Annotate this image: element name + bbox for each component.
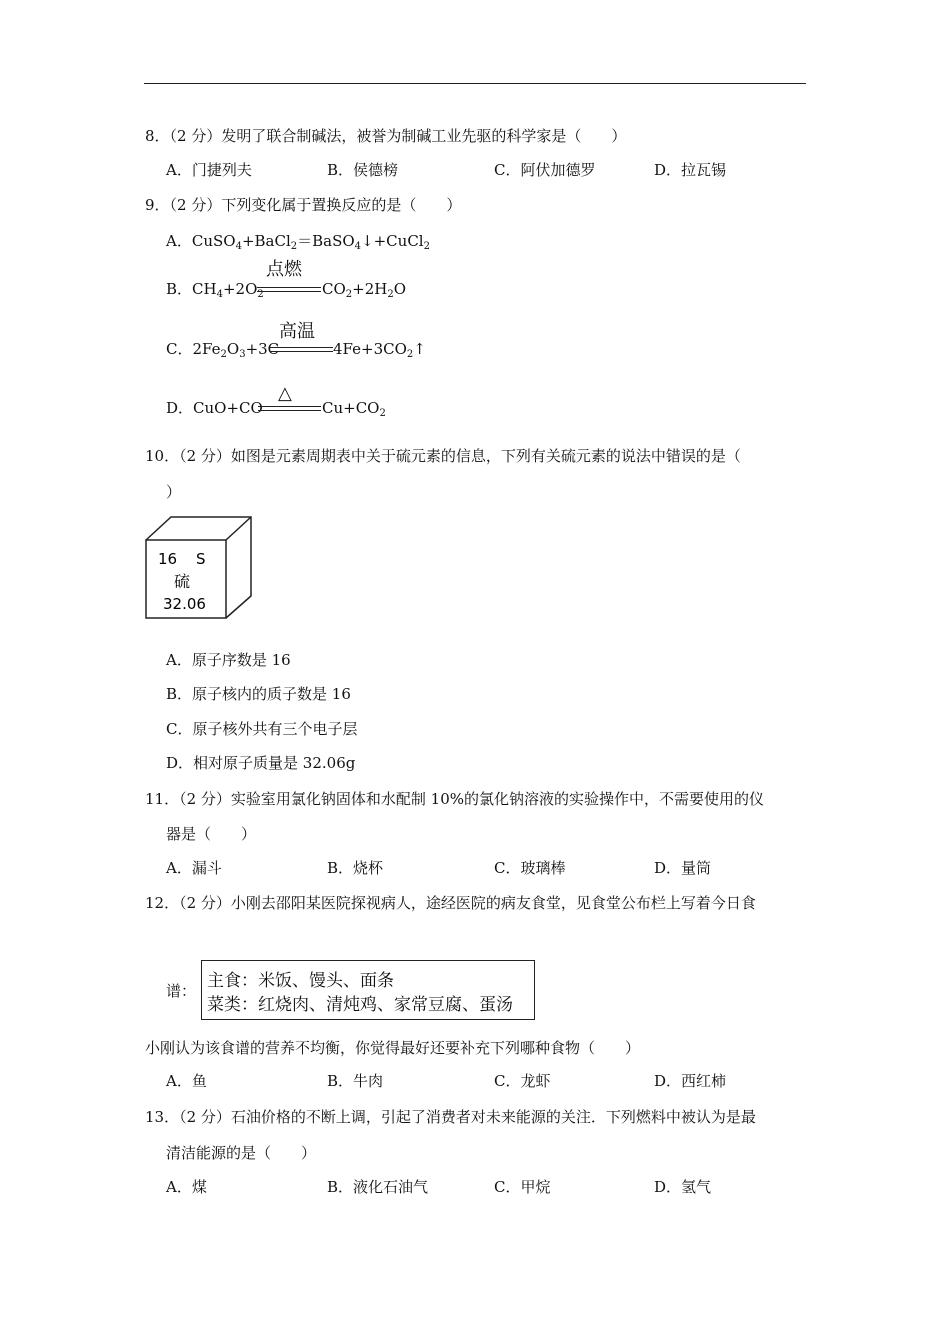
q9-b-reactants: B．$CH_4+2O_2$	[166, 280, 264, 300]
q9-b-equals-bar	[257, 287, 321, 292]
q9-option-a[interactable]: A．CuSO$_4$+BaCl$_2$＝BaSO$_4$↓+CuCl$_2$	[166, 232, 430, 252]
q10-stem: 10．（2 分）如图是元素周期表中关于硫元素的信息，下列有关硫元素的说法中错误的是（	[145, 447, 741, 465]
q9-b-products: $CO_2+2H_2O$	[322, 280, 407, 300]
q8-options	[166, 160, 806, 180]
q9-option-d[interactable]	[166, 383, 406, 419]
q9-option-b[interactable]	[166, 259, 426, 300]
q11-option-d[interactable]: D．量筒	[654, 859, 712, 877]
menu-board	[201, 960, 535, 1020]
q10-stem-cont: ）	[166, 483, 182, 501]
q9-c-equals-bar	[270, 347, 333, 352]
q13-stem-cont: 清洁能源的是（ ）	[166, 1144, 317, 1162]
q11-option-c[interactable]: C．玻璃棒	[494, 859, 566, 877]
q12-option-d[interactable]: D．西红柿	[654, 1072, 727, 1090]
q10-option-c[interactable]: C．原子核外共有三个电子层	[166, 720, 358, 738]
element-symbol: S	[196, 550, 206, 568]
q11-option-a[interactable]: A．漏斗	[166, 859, 222, 877]
q11-stem-cont: 器是（ ）	[166, 825, 257, 843]
q13-stem: 13．（2 分）石油价格的不断上调，引起了消费者对未来能源的关注．下列燃料中被认为是最	[145, 1108, 756, 1126]
element-mass: 32.06	[163, 595, 206, 613]
q13-options	[166, 1177, 806, 1197]
q13-option-b[interactable]: B．液化石油气	[327, 1178, 429, 1196]
q9-b-condition: 点燃	[266, 259, 302, 280]
q9-d-equals-bar	[258, 406, 321, 411]
q9-c-reactants: C．$2Fe_2O_3+3C$	[166, 340, 280, 360]
element-number: 16	[158, 550, 178, 568]
menu-staple-line: 主食：米饭、馒头、面条	[207, 971, 394, 991]
q9-stem: 9．（2 分）下列变化属于置换反应的是（ ）	[145, 196, 462, 214]
q9-d-reactants: D．CuO+CO	[166, 399, 263, 417]
q8-option-a[interactable]: A．门捷列夫	[166, 161, 252, 179]
q12-option-a[interactable]: A．鱼	[166, 1072, 207, 1090]
q8-option-b[interactable]: B．侯德榜	[327, 161, 399, 179]
q13-option-d[interactable]: D．氢气	[654, 1178, 712, 1196]
q9-c-condition: 高温	[279, 321, 315, 342]
q10-option-b[interactable]: B．原子核内的质子数是 16	[166, 685, 351, 703]
q12-stem: 12．（2 分）小刚去邵阳某医院探视病人，途经医院的病友食堂，见食堂公布栏上写着今日食	[145, 894, 756, 912]
menu-dishes-line: 菜类：红烧肉、清炖鸡、家常豆腐、蛋汤	[207, 995, 513, 1015]
q9-d-products: $Cu+CO_2$	[322, 399, 386, 419]
q8-option-c[interactable]: C．阿伏加德罗	[494, 161, 596, 179]
q13-option-a[interactable]: A．煤	[166, 1178, 207, 1196]
q13-option-c[interactable]: C．甲烷	[494, 1178, 551, 1196]
q11-option-b[interactable]: B．烧杯	[327, 859, 384, 877]
q8-option-d[interactable]: D．拉瓦锡	[654, 161, 727, 179]
q9-option-c[interactable]	[166, 321, 446, 360]
q10-option-a[interactable]: A．原子序数是 16	[166, 651, 291, 669]
q12-option-b[interactable]: B．牛肉	[327, 1072, 384, 1090]
q9-c-products: $4Fe+3CO_2↑$	[333, 340, 426, 360]
header-rule	[144, 83, 806, 84]
q10-option-d[interactable]: D．相对原子质量是 32.06g	[166, 754, 356, 772]
q12-menu-prefix: 谱：	[166, 982, 197, 1000]
sulfur-element-card	[145, 516, 253, 620]
q12-option-c[interactable]: C．龙虾	[494, 1072, 551, 1090]
q12-options	[166, 1071, 806, 1091]
q11-options	[166, 858, 806, 878]
q11-stem: 11．（2 分）实验室用氯化钠固体和水配制 10%的氯化钠溶液的实验操作中，不需要使用的仪	[145, 790, 765, 808]
element-name: 硫	[174, 572, 191, 591]
q8-stem: 8．（2 分）发明了联合制碱法，被誉为制碱工业先驱的科学家是（ ）	[145, 127, 627, 145]
q12-question: 小刚认为该食谱的营养不均衡，你觉得最好还要补充下列哪种食物（ ）	[145, 1039, 641, 1057]
q9-d-condition-heat-icon: △	[278, 383, 292, 404]
